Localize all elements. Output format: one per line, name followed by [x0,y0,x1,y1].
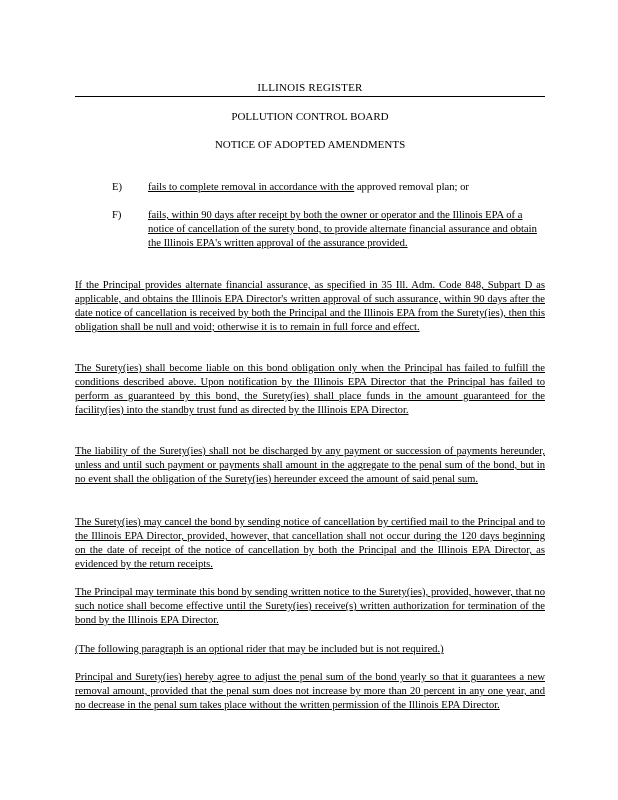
paragraph-cancellation: The Surety(ies) may cancel the bond by sending notice of cancellation by certified mail to the Principal and to the Illinois EPA Director, provided, however, that cancellation shall not occur during the 120 days beginning on the date of receipt of the notice of cancellation by both the Principal and the Illinois EPA Director, as evidenced by the return receipts. [75,517,545,570]
list-item-f [112,209,552,269]
paragraph-liability-discharge: The liability of the Surety(ies) shall not be discharged by any payment or succession of payments hereunder, unless and until such payment or payments shall amount in the aggregate to the penal sum of the bond, but in no event shall the obligation of the Surety(ies) hereunder exceed the amount of said penal sum. [75,446,545,485]
list-item-text-underlined: fails, within 90 days after receipt by both the owner or operator and the Illinois EPA of a notice of cancellation of the surety bond, to provide alternate financial assurance and obtain the Illinois EPA's written approval of the assurance provided. [148,210,537,249]
list-item-text-underlined: fails to complete removal in accordance with the [148,182,355,193]
list-item-text [148,181,548,195]
paragraph-termination: The Principal may terminate this bond by sending written notice to the Surety(ies), provided, however, that no such notice shall become effective until the Surety(ies) receive(s) written authorization for termination of the bond by the Illinois EPA Director. [75,587,545,626]
paragraph-surety-liability: The Surety(ies) shall become liable on this bond obligation only when the Principal has failed to fulfill the conditions described above. Upon notification by the Illinois EPA Director that the Principal has failed to perform as guaranteed by this bond, the Surety(ies) shall place funds in the amount guaranteed for the facility(ies) into the standby trust fund as directed by the Illinois EPA Director. [75,363,545,416]
paragraph-penal-sum-adjustment: Principal and Surety(ies) hereby agree to adjust the penal sum of the bond yearly so that it guarantees a new removal amount, provided that the penal sum does not increase by more than 20 percent in any one year, and no decrease in the penal sum takes place without the written permission of the Illinois EPA Director. [75,672,545,711]
list-item-text-plain: approved removal plan; or [354,182,469,193]
list-item-e [112,181,552,197]
notice-title: NOTICE OF ADOPTED AMENDMENTS [214,139,406,151]
paragraph-alternate-assurance: If the Principal provides alternate financial assurance, as specified in 35 Ill. Adm. Code 848, Subpart D as applicable, and obtains the Illinois EPA Director's written approval of such assurance, within 90 days after the date notice of cancellation is received by both the Principal and the Illinois EPA from the Surety(ies), then this obligation shall be null and void; otherwise it is to remain in full force and effect. [75,280,545,333]
list-item-marker: E) [112,182,122,193]
board-name: POLLUTION CONTROL BOARD [231,111,389,123]
register-title: ILLINOIS REGISTER [75,82,545,97]
paragraph-optional-rider-note: (The following paragraph is an optional rider that may be included but is not required.) [75,644,444,655]
list-item-marker: F) [112,210,122,221]
